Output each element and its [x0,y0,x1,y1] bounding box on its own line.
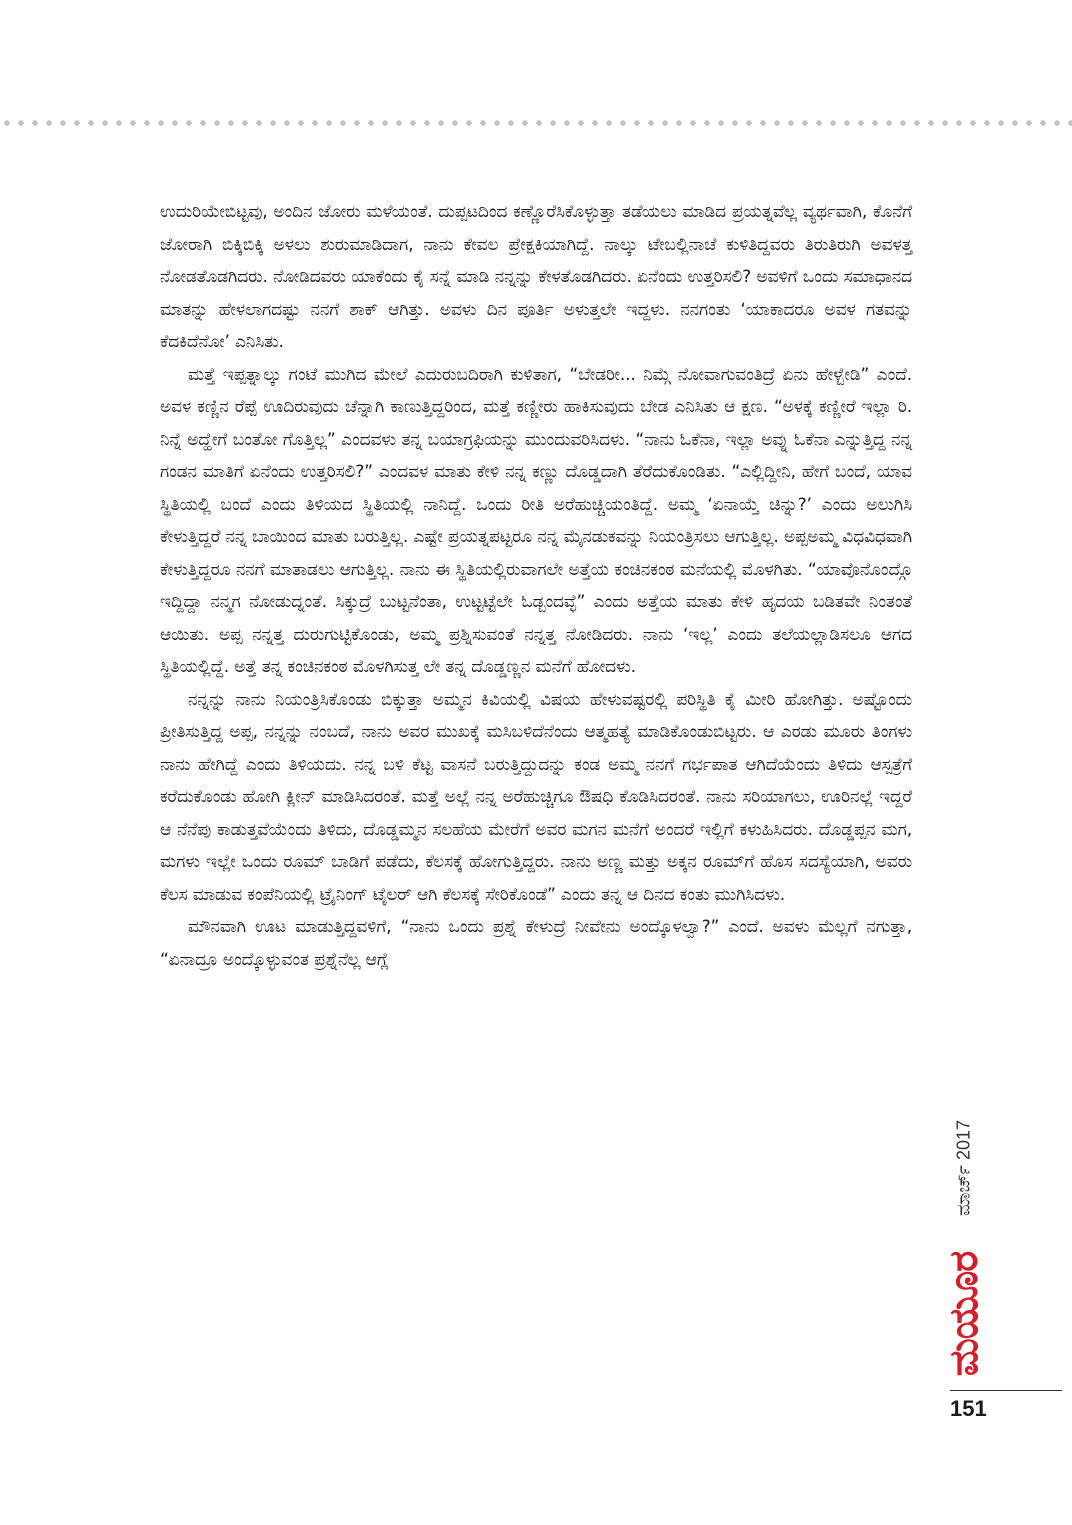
dotted-top-border [0,118,1072,128]
article-paragraph: ನನ್ನನ್ನು ನಾನು ನಿಯಂತ್ರಿಸಿಕೊಂಡು ಬಿಕ್ಕುತ್ತಾ ಅಮ್ಮನ ಕಿವಿಯಲ್ಲಿ ವಿಷಯ ಹೇಳುವಷ್ಟರಲ್ಲಿ ಪರಿಸ್ಥಿತಿ ಕೈ ಮೀರಿ ಹೋಗಿತ್ತು. ಅಷ್ಟೊಂದು ಪ್ರೀತಿಸುತ್ತಿದ್ದ ಅಪ್ಪ, ನನ್ನನ್ನು ನಂಬದೆ, ನಾನು ಅವರ ಮುಖಕ್ಕೆ ಮಸಿಬಳಿದೆನೆಂದು ಆತ್ಮಹತ್ಯೆ ಮಾಡಿಕೊಂಡುಬಿಟ್ಟರು. ಆ ಎರಡು ಮೂರು ತಿಂಗಳು ನಾನು ಹೇಗಿದ್ದೆ ಎಂದು ತಿಳಿಯದು. ನನ್ನ ಬಳಿ ಕೆಟ್ಟ ವಾಸನೆ ಬರುತ್ತಿದ್ದುದನ್ನು ಕಂಡ ಅಮ್ಮ ನನಗೆ ಗರ್ಭಪಾತ ಆಗಿದೆಯೆಂದು ತಿಳಿದು ಆಸ್ಪತ್ರೆಗೆ ಕರೆದುಕೊಂಡು ಹೋಗಿ ಕ್ಲೀನ್ ಮಾಡಿಸಿದರಂತೆ. ಮತ್ತೆ ಅಲ್ಲೆ ನನ್ನ ಅರೆಹುಚ್ಚಿಗೂ ಔಷಧಿ ಕೊಡಿಸಿದರಂತೆ. ನಾನು ಸರಿಯಾಗಲು, ಊರಿನಲ್ಲೆ ಇದ್ದರೆ ಆ ನೆನೆಪು ಕಾಡುತ್ತವೆಯೆಂದು ತಿಳಿದು, ದೊಡ್ಡಮ್ಮನ ಸಲಹೆಯ ಮೇರೆಗೆ ಅವರ ಮಗನ ಮನೆಗೆ ಅಂದರೆ ಇಲ್ಲಿಗೆ ಕಳುಹಿಸಿದರು. ದೊಡ್ಡಪ್ಪನ ಮಗ, ಮಗಳು ಇಲ್ಲೇ ಒಂದು ರೂಮ್ ಬಾಡಿಗೆ ಪಡೆದು, ಕೆಲಸಕ್ಕೆ ಹೋಗುತ್ತಿದ್ದರು. ನಾನು ಅಣ್ಣ ಮತ್ತು ಅಕ್ಕನ ರೂಮ್‌ಗೆ ಹೊಸ ಸದಸ್ಯೆಯಾಗಿ, ಅವರು ಕೆಲಸ ಮಾಡುವ ಕಂಪೆನಿಯಲ್ಲಿ ಟ್ರೈನಿಂಗ್ ಟೈಲರ್ ಆಗಿ ಕೆಲಸಕ್ಕೆ ಸೇರಿಕೊಂಡೆ” ಎಂದು ತನ್ನ ಆ ದಿನದ ಕಂತು ಮುಗಿಸಿದಳು. [160,689,912,905]
issue-date-text: ಮಾರ್ಚ್ 2017 [953,1119,974,1216]
magazine-logo-text: ಮಯೂರ [941,1251,987,1377]
side-masthead [941,1100,987,1390]
article-body [160,196,912,976]
page-number: 151 [950,1396,987,1421]
article-paragraph: ಮತ್ತೆ ಇಪ್ಪತ್ನಾಲ್ಕು ಗಂಟೆ ಮುಗಿದ ಮೇಲೆ ಎದುರುಬದಿರಾಗಿ ಕುಳಿತಾಗ, “ಬೇಡರೀ... ನಿಮ್ಗೆ ನೋವಾಗುವಂತಿದ್ರೆ ಏನು ಹೇಳ್ಬೇಡಿ” ಎಂದೆ. ಅವಳ ಕಣ್ಣಿನ ರೆಪ್ಪೆ ಊದಿರುವುದು ಚೆನ್ನಾಗಿ ಕಾಣುತ್ತಿದ್ದರಿಂದ, ಮತ್ತೆ ಕಣ್ಣೀರು ಹಾಕಿಸುವುದು ಬೇಡ ಎನಿಸಿತು ಆ ಕ್ಷಣ. “ಅಳಕ್ಕೆ ಕಣ್ಣೀರೆ ಇಲ್ಲಾ ರಿ. ನಿನ್ನೆ ಅದ್ಹೇಗೆ ಬಂತೋ ಗೊತ್ತಿಲ್ಲ” ಎಂದವಳು ತನ್ನ ಬಯಾಗ್ರಫಿಯನ್ನು ಮುಂದುವರಿಸಿದಳು. “ನಾನು ಓಕೆನಾ, ಇಲ್ಲಾ ಅವ್ನು ಓಕೆನಾ ಎನ್ನುತ್ತಿದ್ದ ನನ್ನ ಗಂಡನ ಮಾತಿಗೆ ಏನೆಂದು ಉತ್ತರಿಸಲಿ?” ಎಂದವಳ ಮಾತು ಕೇಳಿ ನನ್ನ ಕಣ್ಣು ದೊಡ್ಡದಾಗಿ ತೆರೆದುಕೊಂಡಿತು. “ಎಲ್ಲಿದ್ದೀನಿ, ಹೇಗೆ ಬಂದೆ, ಯಾವ ಸ್ಥಿತಿಯಲ್ಲಿ ಬಂದೆ ಎಂದು ತಿಳಿಯದ ಸ್ಥಿತಿಯಲ್ಲಿ ನಾನಿದ್ದೆ. ಒಂದು ರೀತಿ ಅರೆಹುಚ್ಚಿಯಂತಿದ್ದೆ. ಅಮ್ಮ ‘ಏನಾಯ್ತೆ ಚಿನ್ನು?’ ಎಂದು ಅಲುಗಿಸಿ ಕೇಳುತ್ತಿದ್ದರೆ ನನ್ನ ಬಾಯಿಂದ ಮಾತು ಬರುತ್ತಿಲ್ಲ. ಎಷ್ಟೇ ಪ್ರಯತ್ನಪಟ್ಟರೂ ನನ್ನ ಮೈನಡುಕವನ್ನು ನಿಯಂತ್ರಿಸಲು ಆಗುತ್ತಿಲ್ಲ. ಅಪ್ಪಅಮ್ಮ ವಿಧವಿಧವಾಗಿ ಕೇಳುತ್ತಿದ್ದರೂ ನನಗೆ ಮಾತಾಡಲು ಆಗುತ್ತಿಲ್ಲ. ನಾನು ಈ ಸ್ಥಿತಿಯಲ್ಲಿರುವಾಗಲೇ ಅತ್ತೆಯ ಕಂಚಿನಕಂಠ ಮನೆಯಲ್ಲಿ ಮೊಳಗಿತು. “ಯಾವೊನೊಂದ್ಗೊ ಇದ್ದಿದ್ದಾ ನನ್ಮಗ ನೋಡುದ್ನಂತೆ. ಸಿಕ್ಕುದ್ರೆ ಬುಟ್ಟನೆಂತಾ, ಉಟ್ಟಟ್ಟೆಲೇ ಓಡ್ಬಂದವ್ಳೆ” ಎಂದು ಅತ್ತೆಯ ಮಾತು ಕೇಳಿ ಹೃದಯ ಬಡಿತವೇ ನಿಂತಂತೆ ಆಯಿತು. ಅಪ್ಪ ನನ್ನತ್ತ ದುರುಗುಟ್ಟಿಕೊಂಡು, ಅಮ್ಮ ಪ್ರಶ್ನಿಸುವಂತೆ ನನ್ನತ್ತ ನೋಡಿದರು. ನಾನು ‘ಇಲ್ಲ’ ಎಂದು ತಲೆಯಲ್ಲಾಡಿಸಲೂ ಆಗದ ಸ್ಥಿತಿಯಲ್ಲಿದ್ದೆ. ಅತ್ತೆ ತನ್ನ ಕಂಚಿನಕಂಠ ಮೊಳಗಿಸುತ್ತ ಲೇ ತನ್ನ ದೊಡ್ಡಣ್ಣನ ಮನೆಗೆ ಹೋದಳು. [160,364,912,677]
article-paragraph: ಉದುರಿಯೇಬಿಟ್ಟವು, ಅಂದಿನ ಜೋರು ಮಳೆಯಂತೆ. ದುಪ್ಪಟದಿಂದ ಕಣ್ಣೊರೆಸಿಕೊಳ್ಳುತ್ತಾ ತಡೆಯಲು ಮಾಡಿದ ಪ್ರಯತ್ನವೆಲ್ಲ ವ್ಯರ್ಥವಾಗಿ, ಕೊನೆಗೆ ಜೋರಾಗಿ ಬಿಕ್ಕಿಬಿಕ್ಕಿ ಅಳಲು ಶುರುಮಾಡಿದಾಗ, ನಾನು ಕೇವಲ ಪ್ರೇಕ್ಷಕಿಯಾಗಿದ್ದೆ. ನಾಲ್ಕು ಟೇಬಲ್ಲಿನಾಚೆ ಕುಳಿತಿದ್ದವರು ತಿರುತಿರುಗಿ ಅವಳತ್ತ ನೋಡತೊಡಗಿದರು. ನೋಡಿದವರು ಯಾಕೆಂದು ಕೈ ಸನ್ನೆ ಮಾಡಿ ನನ್ನನ್ನು ಕೇಳತೊಡಗಿದರು. ಏನೆಂದು ಉತ್ತರಿಸಲಿ? ಅವಳಿಗೆ ಒಂದು ಸಮಾಧಾನದ ಮಾತನ್ನು ಹೇಳಲಾಗದಷ್ಟು ನನಗೆ ಶಾಕ್ ಆಗಿತ್ತು. ಅವಳು ದಿನ ಪೂರ್ತಿ ಅಳುತ್ತಲೇ ಇದ್ದಳು. ನನಗಂತು ‘ಯಾಕಾದರೂ ಅವಳ ಗತವನ್ನು ಕೆದಕಿದೆನೋ’ ಎನಿಸಿತು. [160,202,912,352]
footer-rule [950,1390,1062,1391]
issue-date [944,1100,984,1235]
magazine-logo [941,1244,987,1384]
article-paragraph: ಮೌನವಾಗಿ ಊಟ ಮಾಡುತ್ತಿದ್ದವಳಿಗೆ, “ನಾನು ಒಂದು ಪ್ರಶ್ನೆ ಕೇಳುದ್ರೆ ನೀವೇನು ಅಂದ್ಕೊಳಲ್ವಾ?” ಎಂದೆ. ಅವಳು ಮೆಲ್ಲಗೆ ನಗುತ್ತಾ, “ಏನಾದ್ರೂ ಅಂದ್ಕೊಳ್ಳುವಂತ ಪ್ರಶ್ನೆನೆಲ್ಲ ಆಗ್ಲೆ [160,917,912,970]
